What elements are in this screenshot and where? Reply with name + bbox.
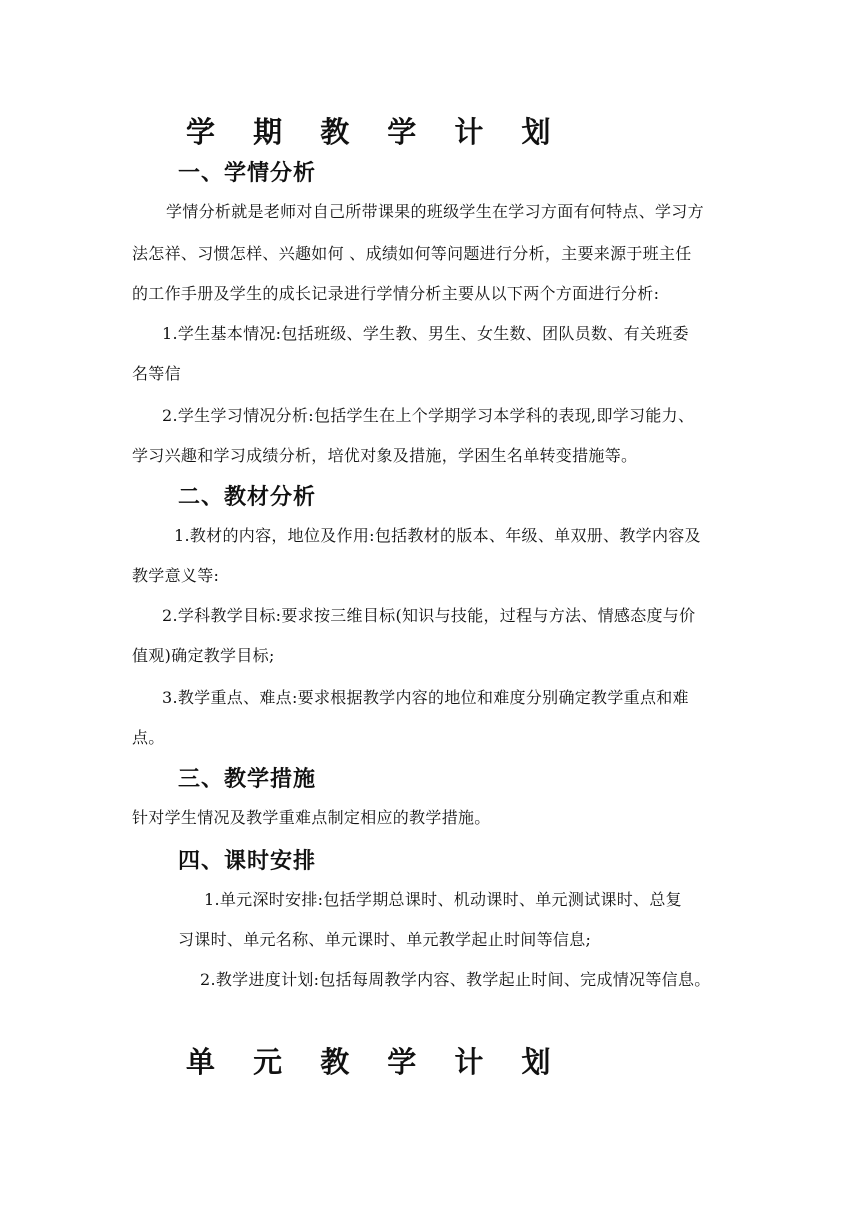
section-heading-textbook-analysis: 二、教材分析	[178, 485, 317, 510]
second-page-title: 单 元 教 学 计 划	[186, 1045, 565, 1079]
paragraph-line: 2.学科教学目标:要求按三维目标(知识与技能，过程与方法、情感态度与价	[162, 606, 696, 625]
paragraph-line: 法怎祥、习惯怎样、兴趣如何 、成绩如何等问题进行分析，主要来源于班主任	[132, 244, 692, 263]
paragraph-line: 1.教材的内容，地位及作用:包括教材的版本、年级、单双册、教学内容及	[174, 526, 701, 545]
paragraph-line: 点。	[132, 728, 165, 747]
paragraph-line: 1.单元深时安排:包括学期总课时、机动课时、单元测试课时、总复	[204, 890, 682, 909]
paragraph-line: 的工作手册及学生的成长记录进行学情分析主要从以下两个方面进行分析:	[132, 284, 660, 303]
section-heading-learning-analysis: 一、学情分析	[178, 161, 317, 186]
paragraph-line: 2.教学进度计划:包括每周教学内容、教学起止时间、完成情况等信息。	[200, 970, 711, 989]
section-heading-teaching-measures: 三、教学措施	[178, 767, 317, 792]
paragraph-line: 学习兴趣和学习成绩分析，培优对象及措施，学困生名单转变措施等。	[132, 446, 638, 465]
paragraph-line: 1.学生基本情况:包括班级、学生教、男生、女生数、团队员数、有关班委	[162, 324, 689, 343]
page-title: 学 期 教 学 计 划	[186, 115, 565, 149]
paragraph-line: 3.教学重点、难点:要求根据教学内容的地位和难度分别确定教学重点和难	[162, 688, 689, 707]
paragraph-line: 2.学生学习情况分析:包括学生在上个学期学习本学科的表现,即学习能力、	[162, 406, 695, 425]
section-heading-class-hours: 四、课时安排	[178, 849, 317, 874]
paragraph-line: 习课时、单元名称、单元课时、单元教学起止时间等信息;	[178, 930, 592, 949]
paragraph-line: 值观)确定教学目标;	[132, 646, 275, 665]
paragraph-line: 名等信	[132, 364, 181, 383]
paragraph-line: 学情分析就是老师对自己所带课果的班级学生在学习方面有何特点、学习方	[166, 202, 704, 221]
paragraph-line: 教学意义等:	[132, 566, 220, 585]
paragraph-line: 针对学生情况及教学重难点制定相应的教学措施。	[132, 808, 491, 827]
